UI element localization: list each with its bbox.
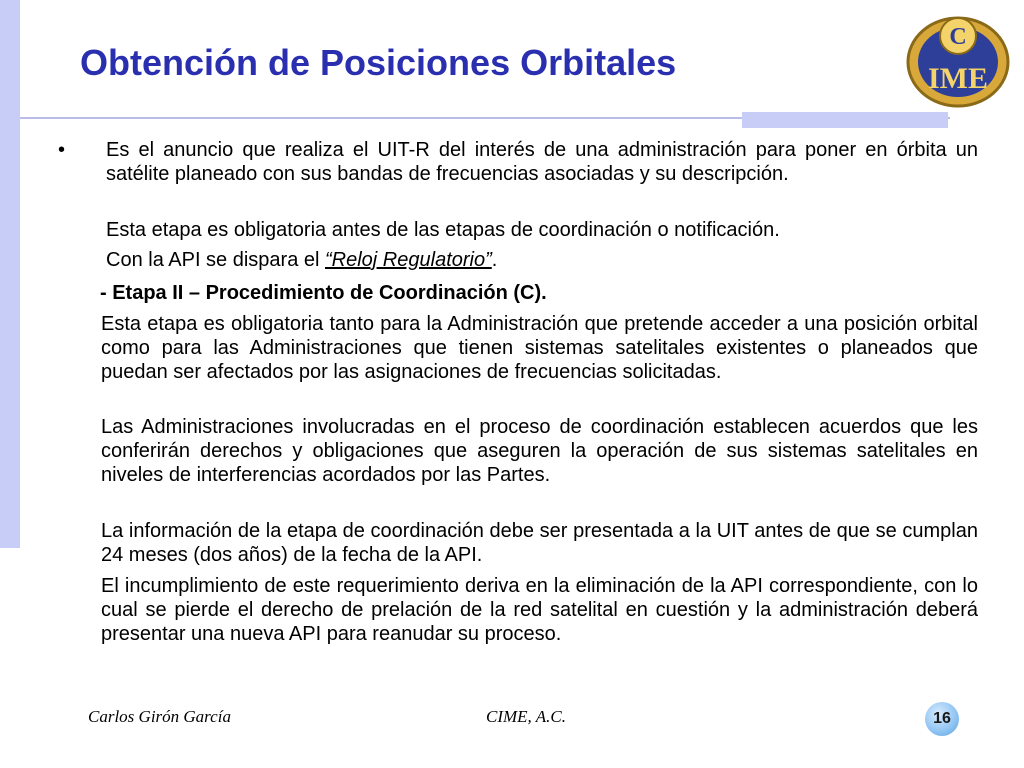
paragraph-noncompliance: El incumplimiento de este requerimiento deriva en la eliminación de la API correspondiente, con lo cual se pierde el derecho de prelación de la red satelital en cuestión y la administración deberá presentar una nueva API para reanudar su proceso.: [101, 575, 978, 645]
paragraph-regulatory-clock: [106, 248, 986, 272]
paragraph-coordination-mandatory: Esta etapa es obligatoria tanto para la Administración que pretende acceder a una posición orbital como para las Administraciones que tienen sistemas satelitales existentes o planeados que puedan ser afectados por las asignaciones de frecuencias solicitadas.: [101, 313, 978, 383]
paragraph-api-definition: Es el anuncio que realiza el UIT-R del interés de una administración para poner en órbita un satélite planeado con sus bandas de frecuencias asociadas y su descripción.: [106, 139, 978, 185]
regulatory-clock-prefix: Con la API se dispara el: [106, 249, 326, 271]
svg-text:IME: IME: [928, 62, 988, 95]
footer-author: Carlos Girón García: [88, 707, 231, 726]
bullet-marker: •: [58, 139, 66, 161]
regulatory-clock-link[interactable]: “Reloj Regulatorio”: [325, 249, 492, 271]
paragraph-agreements: Las Administraciones involucradas en el proceso de coordinación establecen acuerdos que les conferirán derechos y obligaciones que aseguren la operación de sus sistemas satelitales en niveles de interferencias acordados por las Partes.: [101, 416, 978, 486]
page-number-badge: 16: [925, 702, 959, 736]
svg-text:C: C: [949, 24, 967, 50]
slide-title: Obtención de Posiciones Orbitales: [80, 42, 677, 83]
paragraph-mandatory-stage: Esta etapa es obligatoria antes de las etapas de coordinación o notificación.: [106, 219, 780, 241]
footer-organization: CIME, A.C.: [486, 707, 566, 726]
regulatory-clock-suffix: .: [491, 249, 498, 271]
section-heading-stage-2: - Etapa II – Procedimiento de Coordinación (C).: [100, 282, 547, 304]
paragraph-deadline: La información de la etapa de coordinación debe ser presentada a la UIT antes de que se cumplan 24 meses (dos años) de la fecha de la API.: [101, 520, 978, 566]
